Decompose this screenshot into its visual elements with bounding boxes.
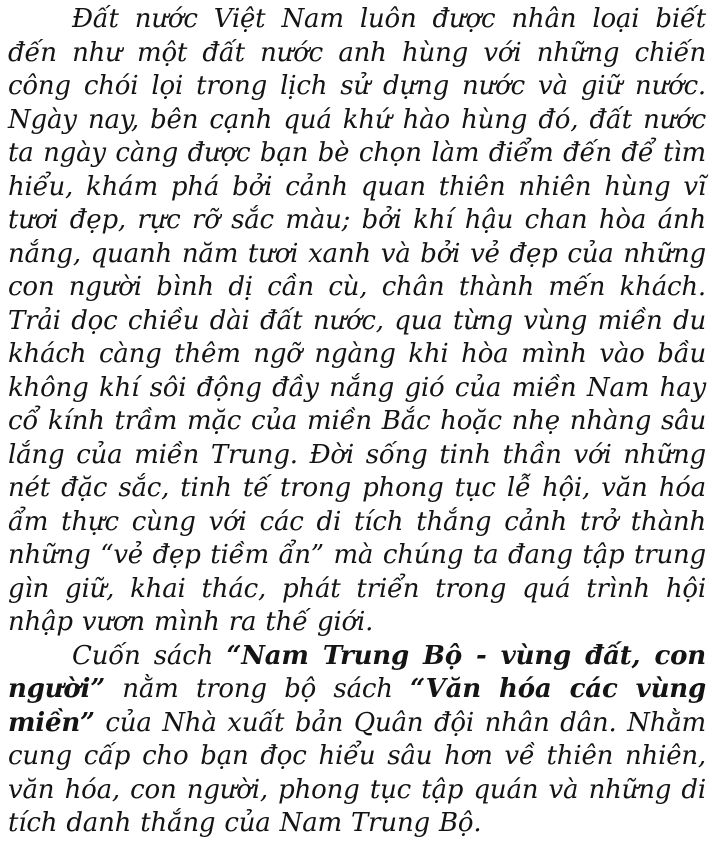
paragraph-book-description <box>8 640 706 841</box>
text-segment: nằm trong bộ sách <box>104 674 411 704</box>
bold-text-segment: “Nam Trung Bộ - vùng đất, con người” <box>8 640 706 704</box>
text-segment: của Nhà xuất bản Quân đội nhân dân. Nhằm cung cấp cho bạn đọc hiểu sâu hơn về thiên nhiên, văn hóa, con người, phong tục tập quán và những di tích danh thắng của Nam Trung Bộ. <box>8 707 706 838</box>
bold-text-segment: “Văn hóa các vùng miền” <box>8 674 706 738</box>
text-segment: Cuốn sách <box>72 640 227 671</box>
text-segment: Đất nước Việt Nam luôn được nhân loại biết đến như một đất nước anh hùng với những chiến công chói lọi trong lịch sử dựng nước và giữ nước. Ngày nay, bên cạnh quá khứ hào hùng đó, đất nước ta ngày càng được bạn bè chọn làm điểm đến để tìm hiểu, khám phá bởi cảnh quan thiên nhiên hùng vĩ tươi đẹp, rực rỡ sắc màu; bởi khí hậu chan hòa ánh nắng, quanh năm tươi xanh và bởi vẻ đẹp của những con người bình dị cần cù, chân thành mến khách. Trải dọc chiều dài đất nước, qua từng vùng miền du khách càng thêm ngỡ ngàng khi hòa mình vào bầu không khí sôi động đầy nắng gió của miền Nam hay cổ kính trầm mặc của miền Bắc hoặc nhẹ nhàng sâu lắng của miền Trung. Đời sống tinh thần với những nét đặc sắc, tinh tế trong phong tục lễ hội, văn hóa ẩm thực cùng với các di tích thắng cảnh trở thành những “vẻ đẹp tiềm ẩn” mà chúng ta đang tập trung gìn giữ, khai thác, phát triển trong quá trình hội nhập vươn mình ra thế giới. <box>8 4 706 637</box>
paragraph-intro <box>8 3 706 640</box>
